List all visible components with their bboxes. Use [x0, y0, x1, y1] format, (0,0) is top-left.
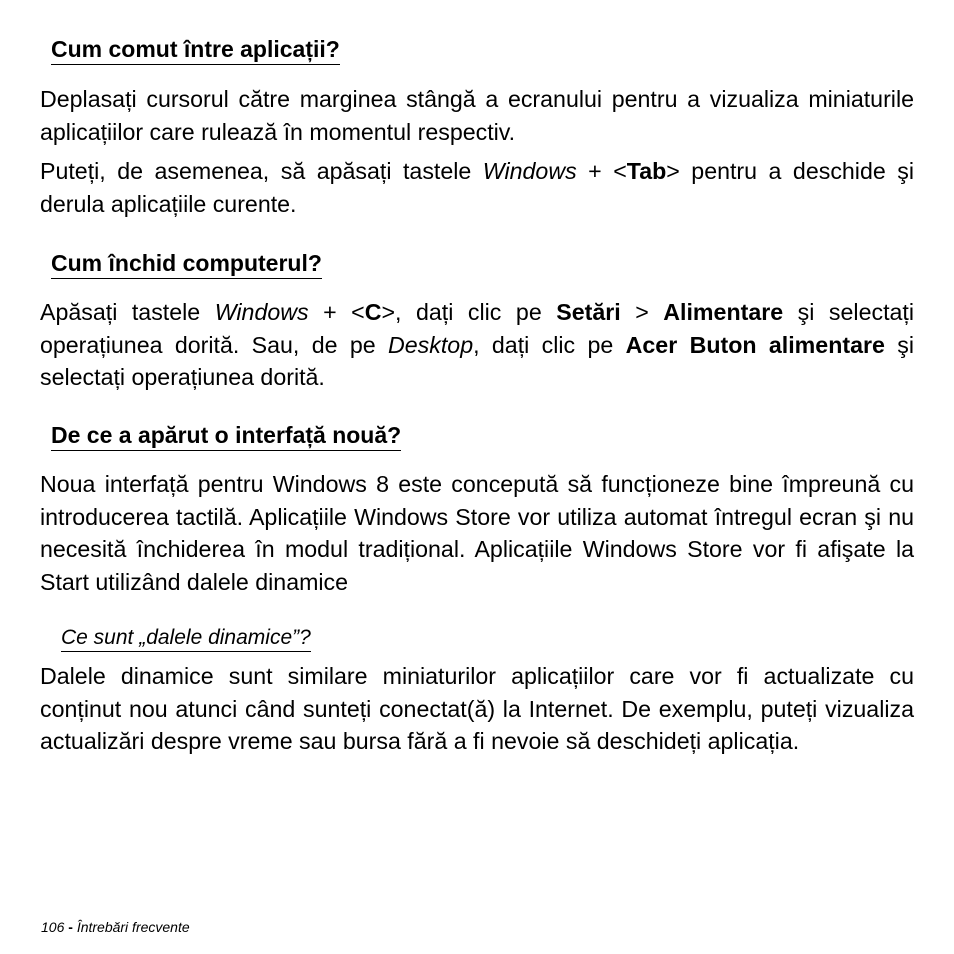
text-run: > pentru a deschide şi derula aplicațiile curente.	[40, 158, 914, 217]
heading-switch-apps: Cum comut între aplicații?	[51, 35, 340, 65]
paragraph-switch-apps-1: Deplasați cursorul către marginea stângă a ecranului pentru a vizualiza miniaturile aplicațiilor care rulează în momentul respectiv.	[40, 86, 914, 145]
text-c-key: C	[364, 299, 382, 325]
paragraph-live-tiles: Dalele dinamice sunt similare miniaturilor aplicațiilor care vor fi actualizate cu conținut nou atunci când sunteți conectat(ă) la Internet. De exemplu, puteți vizualiza actualizări despre vreme sau bursa fără a fi nevoie să deschideți aplicația.	[40, 663, 914, 754]
paragraph-shutdown	[40, 296, 914, 394]
subheading-live-tiles: Ce sunt „dalele dinamice”?	[61, 625, 311, 652]
text-run: şi selectați operațiunea dorită.	[40, 331, 915, 390]
text-power: Alimentare	[663, 299, 784, 325]
text-windows-key: Windows	[214, 299, 309, 325]
heading-shutdown: Cum închid computerul?	[51, 249, 322, 279]
heading-new-interface: De ce a apărut o interfață nouă?	[51, 421, 401, 451]
footer-separator: -	[68, 919, 73, 935]
text-tab-key: Tab	[626, 158, 667, 184]
text-run: + <	[308, 299, 365, 325]
text-windows-key: Windows	[482, 158, 577, 184]
text-run: Apăsați tastele	[40, 299, 215, 325]
text-run: , dați clic pe	[473, 331, 626, 358]
text-run: >, dați clic pe	[381, 299, 557, 325]
text-run: şi selectați operațiunea dorită. Sau, de pe	[40, 299, 914, 358]
paragraph-new-interface: Noua interfață pentru Windows 8 este concepută să funcționeze bine împreună cu introducerea tactilă. Aplicațiile Windows Store vor utiliza automat întregul ecran şi nu necesită închiderea în modul tradițional. Aplicațiile Windows Store vor fi afişate la Start utilizând dalele dinamice	[40, 471, 914, 595]
text-settings: Setări	[556, 299, 621, 325]
text-run: >	[620, 299, 664, 325]
text-acer-power-button: Acer Buton alimentare	[625, 331, 885, 358]
chapter-title: Întrebări frecvente	[76, 919, 190, 935]
page-footer	[41, 918, 190, 936]
text-run: + <	[576, 158, 627, 184]
page-number: 106	[41, 919, 65, 935]
text-run: Puteți, de asemenea, să apăsați tastele	[40, 158, 483, 184]
text-desktop: Desktop	[388, 331, 474, 358]
paragraph-switch-apps-2	[40, 155, 914, 220]
